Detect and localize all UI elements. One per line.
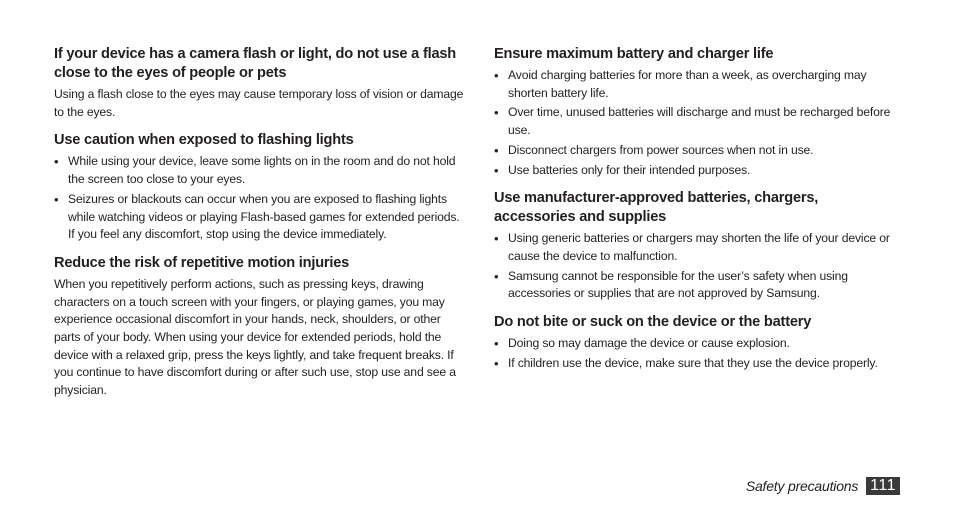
section-heading: Reduce the risk of repetitive motion injuries (54, 254, 350, 271)
bullet-list (494, 67, 899, 179)
right-column (494, 45, 899, 382)
bullet-text: Using generic batteries or chargers may shorten the life of your device or cause the device to malfunction. (508, 231, 890, 263)
bullet-list (54, 153, 464, 244)
section-heading: Do not bite or suck on the device or the battery (494, 314, 812, 331)
section-heading: Use caution when exposed to flashing lights (54, 132, 354, 149)
bullet-icon: • (494, 268, 499, 284)
list-item (54, 191, 464, 244)
bullet-icon: • (494, 105, 499, 121)
section-heading: Use manufacturer-approved batteries, chargers, accessories and supplies (494, 190, 819, 226)
bullet-icon: • (494, 336, 499, 352)
page-footer (746, 476, 900, 496)
bullet-text: Doing so may damage the device or cause explosion. (508, 336, 790, 351)
bullet-icon: • (494, 68, 499, 83)
bullet-icon: • (54, 154, 59, 170)
list-item (494, 230, 899, 265)
bullet-icon: • (494, 162, 499, 178)
section-heading: Ensure maximum battery and charger life (494, 46, 774, 62)
section-heading: If your device has a camera flash or light, do not use a flash close to the eyes of people or pets (54, 46, 457, 81)
left-column (54, 45, 464, 410)
list-item (54, 153, 464, 188)
list-item (494, 268, 899, 303)
bullet-text: Over time, unused batteries will discharge and must be recharged before use. (508, 105, 891, 138)
section-repetitive-motion (54, 254, 464, 400)
bullet-list (494, 230, 899, 303)
bullet-text: If children use the device, make sure that they use the device properly. (508, 355, 878, 370)
bullet-icon: • (54, 191, 59, 207)
bullet-icon: • (494, 142, 499, 158)
bullet-text: Samsung cannot be responsible for the user’s safety when using accessories or supplies that are not approved by Samsung. (508, 268, 848, 301)
list-item (494, 162, 899, 180)
list-item (494, 335, 899, 353)
section-paragraph: Using a flash close to the eyes may cause temporary loss of vision or damage to the eyes. (54, 87, 464, 119)
section-approved-accessories (494, 189, 899, 303)
bullet-text: Use batteries only for their intended purposes. (508, 162, 751, 177)
bullet-text: Avoid charging batteries for more than a week, as overcharging may shorten battery life. (508, 68, 867, 100)
section-battery-life (494, 45, 899, 179)
bullet-text: While using your device, leave some lights on in the room and do not hold the screen too close to your eyes. (68, 154, 456, 187)
footer-section-label: Safety precautions (745, 478, 859, 494)
section-paragraph: When you repetitively perform actions, such as pressing keys, drawing characters on a touch screen with your fingers, or playing games, you may experience occasional discomfort in your hands, neck, shoulders, or other parts of your body. When using your device for extended periods, hold the device with a relaxed grip, press the keys lightly, and take frequent breaks. If you continue to have discomfort during or after such use, stop use and see a physician. (54, 276, 456, 398)
page-number: 111 (866, 477, 900, 495)
bullet-icon: • (494, 231, 499, 247)
list-item (494, 142, 899, 160)
section-do-not-bite (494, 313, 899, 372)
list-item (494, 355, 899, 373)
bullet-list (494, 335, 899, 372)
bullet-icon: • (494, 355, 499, 371)
bullet-text: Disconnect chargers from power sources when not in use. (508, 142, 814, 157)
list-item (494, 104, 899, 139)
bullet-text: Seizures or blackouts can occur when you are exposed to flashing lights while watching videos or playing Flash-based games for extended periods. If you feel any discomfort, stop using the device immediately. (68, 191, 460, 242)
section-camera-flash (54, 45, 464, 121)
section-flashing-lights (54, 131, 464, 244)
list-item (494, 67, 899, 102)
